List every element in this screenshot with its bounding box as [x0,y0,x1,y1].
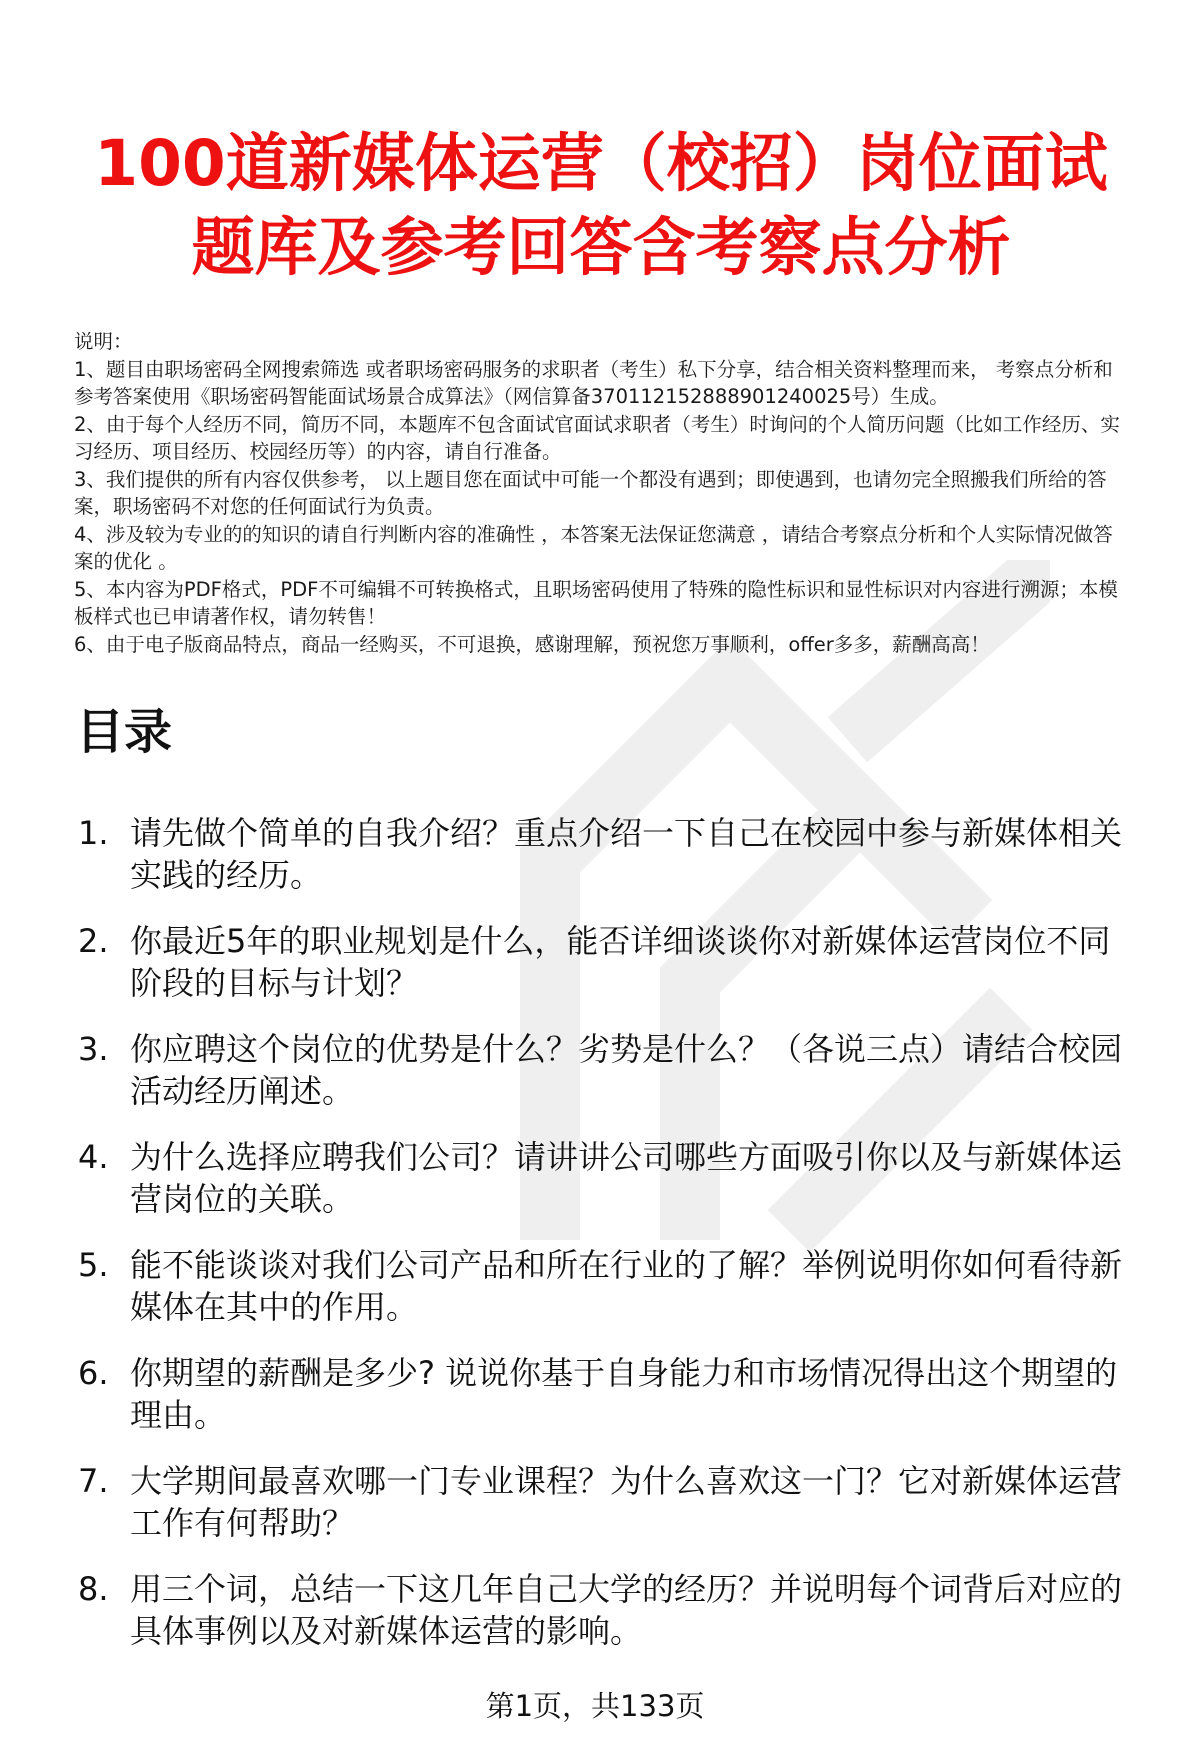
toc-item-1[interactable] [74,812,1128,896]
toc-item-4[interactable] [74,1136,1128,1220]
toc-item-text: 你最近5年的职业规划是什么，能否详细谈谈你对新媒体运营岗位不同阶段的目标与计划？ [130,922,1111,1002]
note-item-2: 2、由于每个人经历不同，简历不同，本题库不包含面试官面试求职者（考生）时询问的个人简历问题（比如工作经历、实习经历、项目经历、校园经历等）的内容，请自行准备。 [74,412,1120,463]
note-item-6: 6、由于电子版商品特点，商品一经购买，不可退换，感谢理解，预祝您万事顺利，offer多多，薪酬高高！ [74,632,990,656]
toc-item-number: 6. [78,1354,109,1392]
toc-item-text: 能不能谈谈对我们公司产品和所在行业的了解？举例说明你如何看待新媒体在其中的作用。 [130,1246,1123,1326]
toc-item-6[interactable] [74,1352,1128,1436]
toc-item-number: 4. [78,1138,109,1176]
toc-item-number: 8. [78,1570,109,1608]
toc-item-text: 你期望的薪酬是多少? 说说你基于自身能力和市场情况得出这个期望的理由。 [130,1354,1118,1434]
note-item-1: 1、题目由职场密码全网搜索筛选 或者职场密码服务的求职者（考生）私下分享，结合相关资料整理而来， 考察点分析和参考答案使用《职场密码智能面试场景合成算法》（网信算备370112152888901240025号）生成。 [74,357,1113,408]
toc-item-text: 请先做个简单的自我介绍？重点介绍一下自己在校园中参与新媒体相关实践的经历。 [130,814,1123,894]
toc-item-text: 你应聘这个岗位的优势是什么？劣势是什么？（各说三点）请结合校园活动经历阐述。 [130,1030,1123,1110]
toc-heading: 目录 [76,704,173,760]
toc-item-number: 1. [78,814,109,852]
toc-item-7[interactable] [74,1460,1128,1544]
toc-item-text: 大学期间最喜欢哪一门专业课程？为什么喜欢这一门？它对新媒体运营工作有何帮助？ [130,1462,1123,1542]
notes-label: 说明： [74,330,133,353]
toc-item-8[interactable] [74,1568,1128,1652]
toc-item-text: 用三个词，总结一下这几年自己大学的经历？并说明每个词背后对应的具体事例以及对新媒体运营的影响。 [130,1570,1123,1650]
note-item-4: 4、涉及较为专业的的知识的请自行判断内容的准确性 ，本答案无法保证您满意 ，请结合考察点分析和个人实际情况做答案的优化 。 [74,522,1113,573]
notes-section [74,328,1128,658]
title-line-2: 题库及参考回答含考察点分析 [191,211,1011,284]
toc-item-5[interactable] [74,1244,1128,1328]
toc-item-number: 7. [78,1462,109,1500]
toc-item-2[interactable] [74,920,1128,1004]
toc-list [74,812,1128,1652]
document-title [74,0,1128,290]
note-item-5: 5、本内容为PDF格式，PDF不可编辑不可转换格式，且职场密码使用了特殊的隐性标识和显性标识对内容进行溯源；本模板样式也已申请著作权，请勿转售！ [74,577,1118,628]
page-footer: 第1页，共133页 [485,1689,705,1723]
toc-item-text: 为什么选择应聘我们公司？请讲讲公司哪些方面吸引你以及与新媒体运营岗位的关联。 [130,1138,1123,1218]
toc-item-3[interactable] [74,1028,1128,1112]
toc-item-number: 2. [78,922,109,960]
toc-item-number: 3. [78,1030,109,1068]
toc-item-number: 5. [78,1246,109,1284]
title-line-1: 100道新媒体运营（校招）岗位面试 [94,127,1108,200]
note-item-3: 3、我们提供的所有内容仅供参考， 以上题目您在面试中可能一个都没有遇到；即使遇到，也请勿完全照搬我们所给的答案，职场密码不对您的任何面试行为负责。 [74,467,1107,518]
